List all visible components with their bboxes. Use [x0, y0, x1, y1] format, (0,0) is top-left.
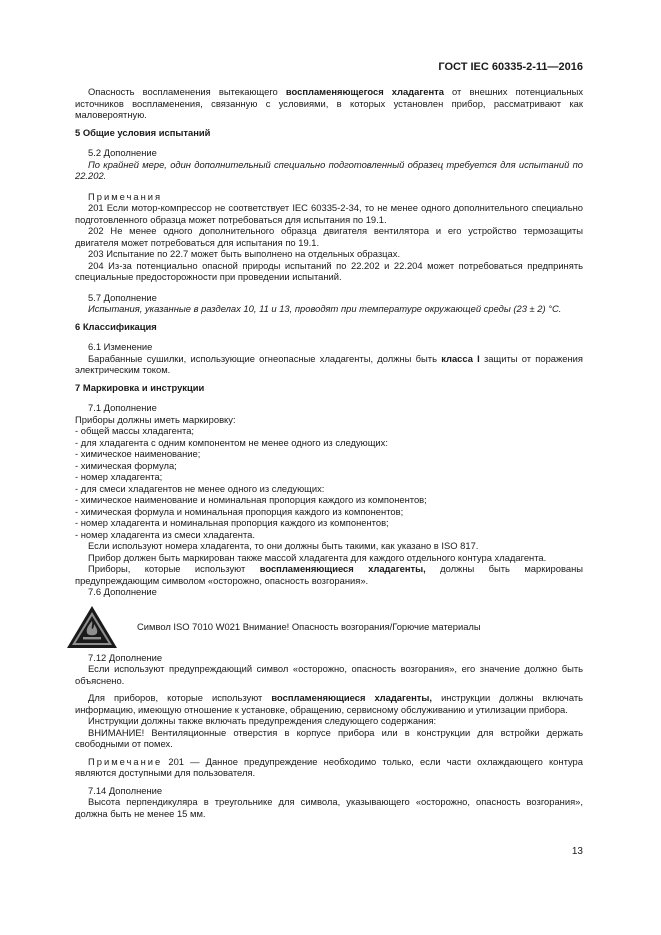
section-7-title: 7 Маркировка и инструкции: [75, 381, 205, 393]
note-203: 203 Испытание по 22.7 может быть выполнено на отдельных образцах.: [88, 248, 401, 259]
section-7-1-p1: Если используют номера хладагента, то они должны быть такими, как указано в ISO 817.: [88, 540, 479, 551]
symbol-caption: Символ ISO 7010 W021 Внимание! Опасность возгорания/Горючие материалы: [137, 620, 481, 632]
list-item: - номер хладагента из смеси хладагента.: [75, 528, 255, 540]
section-7-12-p1: Если используют предупреждающий символ «осторожно, опасность возгорания», его значение должно быть объяснено.: [75, 663, 583, 686]
document-header: ГОСТ IEC 60335-2-11—2016: [438, 61, 583, 73]
list-item: - для смеси хладагентов не менее одного из следующих:: [75, 482, 325, 494]
notes-head: Примечания: [88, 190, 163, 202]
list-item: - химическое наименование и номинальная пропорция каждого из компонентов;: [75, 494, 427, 505]
page-number: 13: [571, 846, 583, 857]
section-5-title: 5 Общие условия испытаний: [75, 126, 211, 138]
section-6-1-head: 6.1 Изменение: [88, 341, 153, 352]
list-item: - химическое наименование;: [75, 448, 201, 459]
section-7-14-head: 7.14 Дополнение: [88, 784, 163, 796]
list-item: - химическая формула;: [75, 459, 177, 471]
section-7-12-p3: Инструкции должны также включать предупреждения следующего содержания:: [88, 715, 437, 726]
section-7-12-head: 7.12 Дополнение: [88, 651, 163, 663]
section-7-1-p3: Приборы, которые используют воспламеняющиеся хладагенты, должны быть маркированы предупреждающим символом «осторожно, опасность возгорания».: [75, 563, 583, 586]
section-7-1-head: 7.1 Дополнение: [88, 402, 157, 413]
section-5-2-head: 5.2 Дополнение: [88, 147, 157, 158]
warning-symbol-row: [65, 604, 583, 650]
list-item: - номер хладагента;: [75, 471, 163, 482]
note-204: 204 Из-за потенциально опасной природы испытаний по 22.202 и 22.204 может потребоваться предпринять специальные предосторожности при проведении испытаний.: [75, 259, 583, 282]
section-7-1-p2: Прибор должен быть маркирован также массой хладагента для каждого отдельного контура хладагента.: [88, 551, 547, 563]
document-body: [75, 86, 583, 819]
list-item: - химическая формула и номинальная пропорция каждого из компонентов;: [75, 505, 404, 517]
section-5-7-text: Испытания, указанные в разделах 10, 11 и 13, проводят при температуре окружающей среды (23 ± 2) °С.: [88, 303, 562, 314]
section-7-6-head: 7.6 Дополнение: [88, 586, 157, 597]
section-6-title: 6 Классификация: [75, 320, 157, 332]
flammable-warning-icon: [65, 604, 119, 650]
note-201: 201 Если мотор-компрессор не соответствует IEC 60335-2-34, то не менее одного дополнительного специально подготовленного образца может потребоваться для испытания по 19.1.: [75, 202, 583, 225]
section-7-14-text: Высота перпендикуляра в треугольнике для символа, указывающего «осторожно, опасность возгорания», должна быть не менее 15 мм.: [75, 796, 583, 819]
section-7-1-intro: Приборы должны иметь маркировку:: [75, 413, 236, 425]
note-201-warning: Примечание 201 — Данное предупреждение необходимо только, если части охлаждающего контура являются доступными для пользователя.: [75, 755, 583, 778]
section-5-2-text: По крайней мере, один дополнительный специально подготовленный образец требуется для испытаний по 22.202.: [75, 158, 583, 181]
list-item: - общей массы хладагента;: [75, 425, 195, 436]
section-7-12-p4: ВНИМАНИЕ! Вентиляционные отверстия в корпусе прибора или в конструкции для встройки держать свободными от помех.: [75, 726, 583, 749]
note-202: 202 Не менее одного дополнительного образца двигателя вентилятора и его устройство термозащиты двигателя может потребоваться для испытания по 19.1.: [75, 225, 583, 248]
intro-paragraph: Опасность воспламенения вытекающего воспламеняющегося хладагента от внешних потенциальных источников воспламенения, связанную с условиями, в которых установлен прибор, рассматривают как маловероятную.: [75, 86, 584, 120]
list-item: - для хладагента с одним компонентом не менее одного из следующих:: [75, 436, 388, 448]
section-7-12-p2: Для приборов, которые используют воспламеняющиеся хладагенты, инструкции должны включать информацию, имеющую отношение к установке, обращению, сервисному обслуживанию и утилизации прибора.: [75, 692, 584, 715]
section-6-1-text: Барабанные сушилки, использующие огнеопасные хладагенты, должны быть класса I защиты от поражения электрическим током.: [75, 352, 583, 375]
list-item: - номер хладагента и номинальная пропорция каждого из компонентов;: [75, 517, 389, 528]
section-5-7-head: 5.7 Дополнение: [88, 291, 157, 303]
